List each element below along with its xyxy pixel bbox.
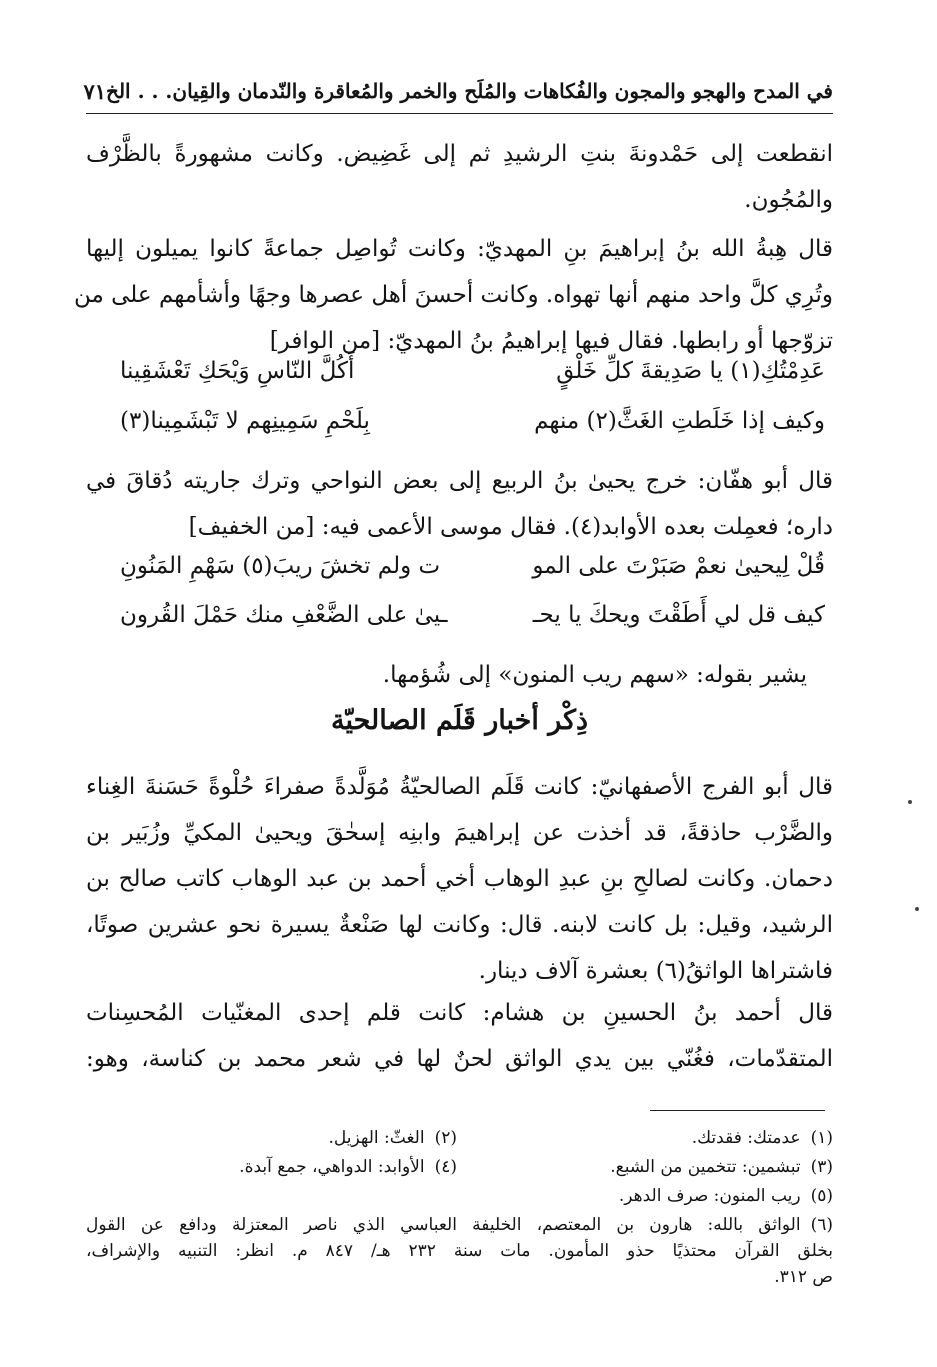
running-header (83, 74, 833, 108)
verse-line (120, 553, 825, 599)
footnote-number: (٤) (434, 1157, 457, 1177)
text-line: قال أبو الفرج الأصفهانيّ: كانت قَلَم الصالحيّةُ مُوَلَّدةً صفراءَ حُلْوةً حَسَنةَ الغِناء (86, 774, 833, 800)
footnote-number: (٥) (810, 1186, 833, 1206)
verse-line (120, 358, 825, 404)
paragraph-1 (86, 131, 833, 223)
footnote-number: (٢) (434, 1128, 457, 1148)
section-heading: ذِكْر أخبار قَلَم الصالحيّة (330, 705, 589, 736)
verse-first-hemistich: كيف قل لي أَطَقْتَ ويحكَ يا يحـ (532, 602, 825, 628)
paragraph-2 (74, 226, 833, 364)
text-line: يشير بقوله: «سهم ريب المنون» إلى شُؤمها. (382, 662, 807, 688)
text-line: قال أحمد بنُ الحسينِ بن هشام: كانت قلم إحدى المغنّيات المُحسِنات (86, 1000, 833, 1026)
footnote-text: الغثّ: الهزيل. (328, 1128, 425, 1148)
scan-speck (915, 907, 919, 911)
text-line: داره؛ فعمِلت بعده الأوابد(٤). فقال موسى الأعمى فيه: [من الخفيف] (188, 514, 833, 540)
text-line: الرشيد، وقيل: بل كانت لابنه. قال: وكانت لها صَنْعةٌ يسيرة نحو عشرين صوتًا، (86, 912, 833, 938)
running-title: في المدح والهجو والمجون والفُكاهات والمُلَح والخمر والمُعاقرة والنّدمان والقِيان. . . الخ (106, 79, 833, 103)
header-rule (86, 113, 833, 114)
footnote-6 (86, 1212, 833, 1290)
text-line: والضَّرْب حاذقةً، قد أخذت عن إبراهيمَ وابنِه إسحٰقَ ويحيىٰ المكيِّ وزُبَير بن (86, 820, 833, 846)
footnote-text: بخلق القرآن محتذيًا حذو المأمون. مات سنة ٢٣٢ هـ/ ٨٤٧ م. انظر: التنبيه والإشراف، (86, 1241, 833, 1261)
verse-line (120, 408, 825, 454)
text-line: قال هِبةُ الله بنُ إبراهيمَ بنِ المهديّ: وكانت تُواصِل جماعةً كانوا يميلون إليها (86, 236, 833, 262)
verse-second-hemistich: ـيىٰ على الضَّعْفِ منك حَمْلَ القُرون (120, 602, 448, 628)
text-line: المتقدّمات، فغُنّي بين يدي الواثق لحنٌ لها في شعر محمد بن كناسة، وهو: (86, 1046, 833, 1072)
footnote-text: الأوابد: الدواهي، جمع آبدة. (239, 1157, 425, 1177)
text-line: والمُجُون. (744, 187, 833, 213)
verse-second-hemistich: ت ولم تخشَ ريبَ(٥) سَهْمِ المَنُونِ (120, 553, 441, 579)
verse-second-hemistich: بِلَحْمِ سَمِينِهم لا تَبْشَمِينا(٣) (120, 408, 370, 434)
footnote-number: (١) (810, 1128, 833, 1148)
text-line: تزوّجها أو رابطها. فقال فيها إبراهيمُ بنُ المهديّ: [من الوافر] (269, 328, 833, 354)
footnote-1 (692, 1125, 833, 1151)
paragraph-3 (86, 458, 833, 550)
text-line: وتُرِي كلَّ واحد منهم أنها تهواه. وكانت أحسنَ أهل عصرها وجهًا وأشأمهم على من (74, 282, 833, 308)
footnote-2 (329, 1125, 457, 1151)
footnote-text: تبشمين: تتخمين من الشبع. (610, 1157, 801, 1177)
paragraph-4 (86, 652, 833, 698)
verse-line (120, 602, 825, 648)
text-line: دحمان. وكانت لصالحِ بنِ عبدِ الوهاب أخي أحمد بن عبد الوهاب كاتب صالح بن (86, 866, 833, 892)
verse-first-hemistich: وكيف إذا خَلَطتِ الغَثَّ(٢) منهم (534, 408, 825, 434)
footnote-5 (619, 1183, 833, 1209)
verse-second-hemistich: أَكُلَّ النّاسِ وَيْحَكِ تَعْشَقِينا (120, 358, 355, 384)
text-line: انقطعت إلى حَمْدونةَ بنتِ الرشيدِ ثم إلى غَضِيض. وكانت مشهورةً بالظَّرْف (86, 141, 833, 167)
footnote-text: ص ٣١٢. (774, 1267, 833, 1287)
footnote-number: (٦) (810, 1215, 833, 1235)
verse-first-hemistich: قُلْ لِيحيىٰ نعمْ صَبَرْتَ على المو (532, 553, 825, 579)
footnote-text: عدمتك: فقدتك. (691, 1128, 801, 1148)
footnote-rule (650, 1110, 825, 1111)
scan-speck (908, 800, 912, 804)
page-number: ٧١ (83, 78, 107, 104)
footnote-first-line (86, 1212, 833, 1238)
paragraph-5 (86, 764, 833, 994)
text-line: فاشتراها الواثقُ(٦) بعشرة آلاف دينار. (478, 958, 833, 984)
footnote-4 (239, 1154, 457, 1180)
footnote-number: (٣) (810, 1157, 833, 1177)
footnote-text: الواثق بالله: هارون بن المعتصم، الخليفة العباسي الذي ناصر المعتزلة ودافع عن القول (86, 1215, 801, 1235)
footnote-3 (610, 1154, 833, 1180)
paragraph-6 (86, 990, 833, 1082)
footnote-text: ريب المنون: صرف الدهر. (618, 1186, 801, 1206)
verse-first-hemistich: عَدِمْتُكِ(١) يا صَدِيقةَ كلِّ خَلْقٍ (556, 358, 825, 384)
text-line: قال أبو هفّان: خرج يحيىٰ بنُ الربيع إلى بعض النواحي وترك جاريته دُقاقَ في (86, 468, 833, 494)
